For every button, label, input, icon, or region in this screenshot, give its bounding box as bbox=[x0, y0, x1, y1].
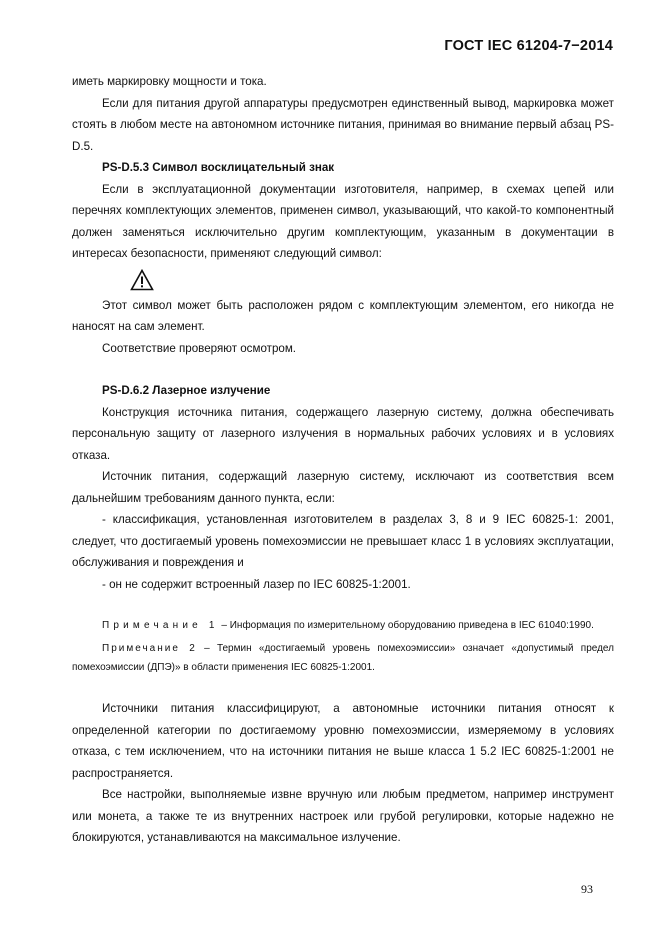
symbol-block bbox=[130, 265, 614, 295]
page-number: 93 bbox=[581, 882, 593, 896]
note bbox=[72, 639, 614, 677]
list-item: - он не содержит встроенный лазер по IEC 60825-1:2001. bbox=[102, 577, 411, 591]
list-item: - классификация, установленная изготовителем в разделах 3, 8 и 9 IEC 60825-1: 2001, следует, что достигаемый уровень помехоэмиссии не превышает класс 1 в условиях эксплуатации, обслуживания и повреждения и bbox=[72, 513, 614, 569]
note-text: – Информация по измерительному оборудованию приведена в IEC 61040:1990. bbox=[218, 620, 594, 631]
document-body bbox=[72, 71, 614, 849]
section-heading: PS-D.5.3 Символ восклицательный знак bbox=[102, 161, 335, 174]
paragraph: Если для питания другой аппаратуры предусмотрен единственный вывод, маркировка может стоять в любом месте на автономном источнике питания, принимая во внимание первый абзац PS-D.5. bbox=[72, 96, 614, 153]
note-text: – Термин «достигаемый уровень помехоэмиссии» означает «допустимый предел помехоэмиссии (ДПЭ)» в области применения IEC 60825-1:2001. bbox=[72, 643, 614, 673]
document-header: ГОСТ IEC 61204-7−2014 bbox=[444, 38, 613, 54]
spacer bbox=[72, 677, 614, 698]
paragraph: Если в эксплуатационной документации изготовителя, например, в схемах цепей или перечнях комплектующих элементов, применен символ, указывающий, что какой-то компонентный должен заменяться исключительно другим комплектующим, указанным в документации в интересах безопасности, применяют следующий символ: bbox=[72, 182, 614, 260]
section-heading: PS-D.6.2 Лазерное излучение bbox=[102, 384, 271, 397]
note-label: Примечание 2 bbox=[102, 643, 197, 654]
paragraph: Конструкция источника питания, содержащего лазерную систему, должна обеспечивать персональную защиту от лазерного излучения в нормальных рабочих условиях и в условиях отказа. bbox=[72, 405, 614, 462]
spacer bbox=[72, 359, 614, 380]
paragraph: Соответствие проверяют осмотром. bbox=[102, 341, 297, 355]
paragraph: Этот символ может быть расположен рядом с комплектующим элементом, его никогда не наносят на сам элемент. bbox=[72, 298, 614, 333]
paragraph: Все настройки, выполняемые извне вручную или любым предметом, например инструмент или монета, а также те из внутренних настроек или грубой регулировки, которые надежно не блокируются, устанавливаются на максимальное излучение. bbox=[72, 788, 614, 844]
paragraph: Источники питания классифицируют, а автономные источники питания относят к определенной категории по достигаемому уровню помехоэмиссии, измеряемому в условиях отказа, с тем исключением, что на источники питания не выше класса 1 5.2 IEC 60825-1:2001 не распространяется. bbox=[72, 702, 614, 780]
spacer bbox=[72, 595, 614, 616]
note-label: Примечание 1 bbox=[102, 620, 219, 631]
note bbox=[72, 616, 614, 635]
paragraph: иметь маркировку мощности и тока. bbox=[72, 75, 267, 88]
warning-triangle-icon bbox=[130, 269, 154, 291]
paragraph: Источник питания, содержащий лазерную систему, исключают из соответствия всем дальнейшим требованиям данного пункта, если: bbox=[72, 470, 614, 505]
